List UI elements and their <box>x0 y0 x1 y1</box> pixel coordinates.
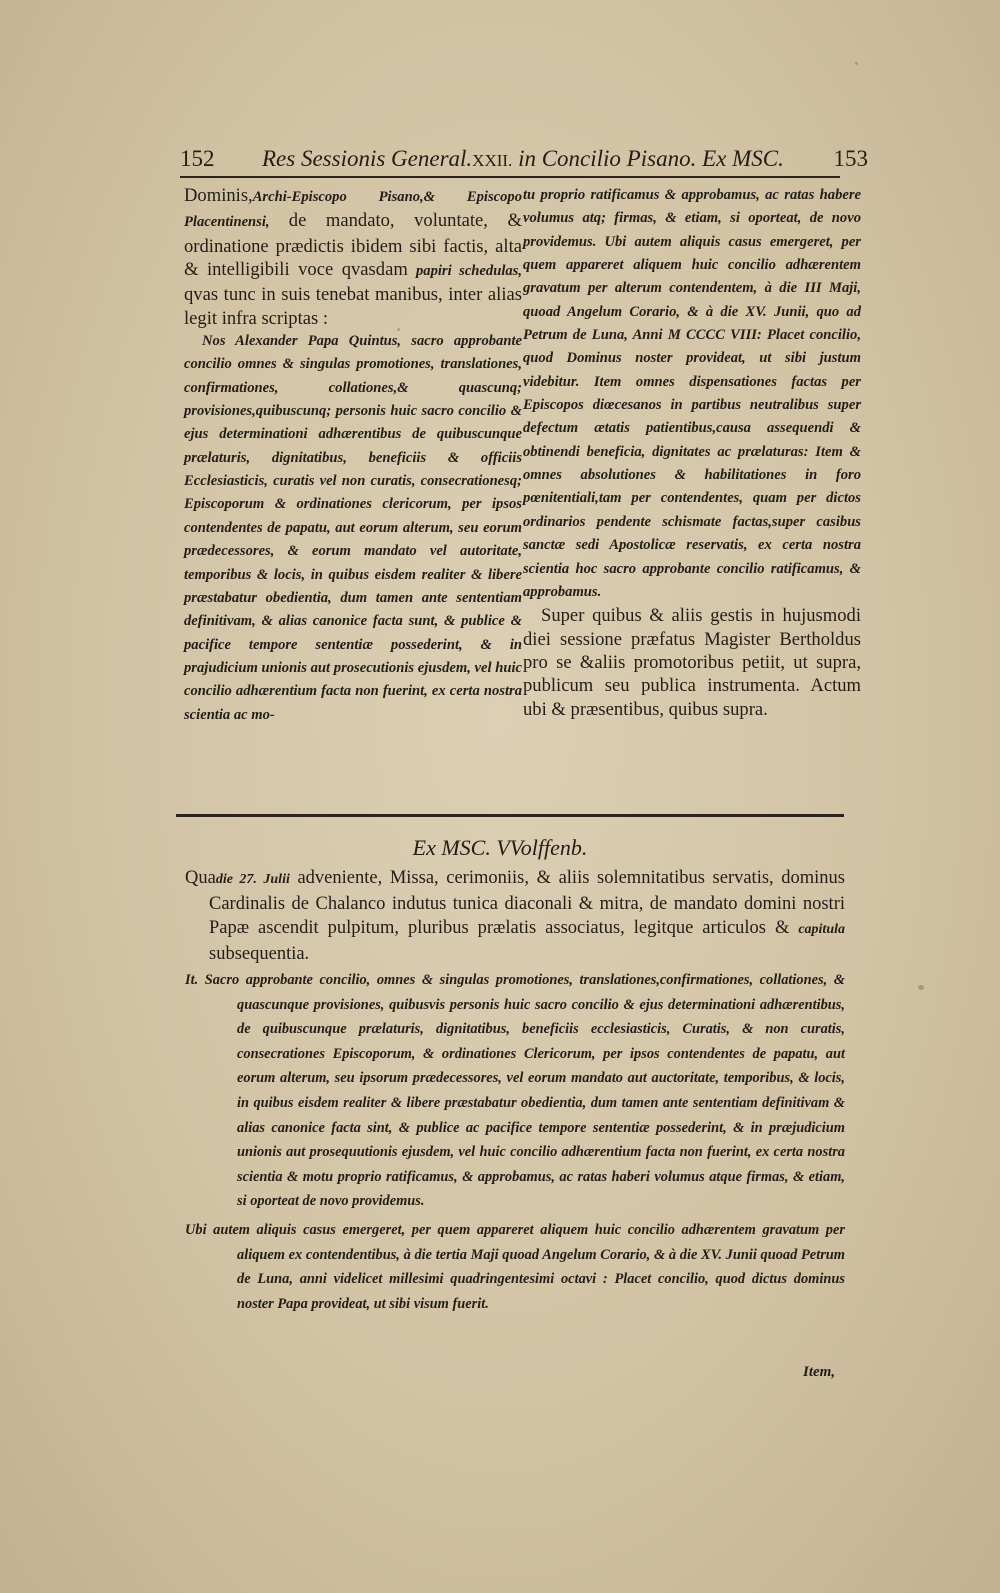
page-number-right: 153 <box>833 146 868 171</box>
intro-text-a: Qua <box>185 868 216 888</box>
running-title-part-b: in Concilio Pisano. Ex MSC. <box>518 146 784 171</box>
left-decree-paragraph: Nos Alexander Papa Quintus, sacro approbante concilio omnes & singulas promotiones, translationes, confirmationes, collationes,& quascunq; provisiones,quibuscunq; personis huic sacro concilio & ejus determinationi adhærentibus de quibuscunque prælaturis, dignitatibus, beneficiis & officiis Ecclesiasticis, curatis vel non curatis, consecrationesq; Episcoporum & ordinationes clericorum, per ipsos contendentes de papatu, aut eorum alterum, seu eorum prædecessores, & eorum mandato vel autoritate, temporibus & locis, in quibus eisdem realiter & libere præstabatur obedientia, dum tamen ante sententiam definitivam, & alias canonice facta sunt, & publice & pacifice tempore sententiæ possederint, & in prajudicium unionis aut prosecutionis ejusdem, vel huic concilio adhærentium facta non fuerint, ex certa nostra scientia ac mo- <box>184 333 522 723</box>
right-closing-paragraph: Super quibus & aliis gestis in hujusmodi diei sessione præfatus Magister Bertholdus pro se &aliis promotoribus petiit, ut supra, publicum seu publica instrumenta. Actum ubi & præsentibus, quibus supra. <box>523 605 861 720</box>
intro-capitula: capitula <box>798 922 845 937</box>
right-decree-paragraph: tu proprio ratificamus & approbamus, ac ratas habere volumus atq; firmas, & etiam, si oporteat, de novo providemus. Ubi autem aliquis casus emergeret, per quem appareret aliquem huic concilio adhærentem gravatum per alterum contendentem, à die III Maji, quoad Angelum Corario, & à die XV. Junii, quo ad Petrum de Luna, Anni M CCCC VIII: Placet concilio, quod Dominus noster provideat, ut sibi justum videbitur. Item omnes dispensationes factas per Episcopos diœcesanos in partibus neutralibus super defectum ætatis patientibus,causa assequendi & obtinendi beneficia, dignitates ac prælaturas: Item & omnes absolutiones & habilitationes in foro pœnitentiali,tam per contendentes, quam per dictos ordinarios pendente schismate factas,super casibus sanctæ sedi Apostolicæ reservatis, ex certa nostra scientia hoc sacro approbante concilio ratificamus, & approbamus. <box>523 187 861 600</box>
left-column <box>184 184 522 727</box>
session-number: XXII. <box>472 151 513 170</box>
header-rule <box>180 176 840 178</box>
paper-spot <box>855 62 858 65</box>
left-text-5: qvas tunc in suis tenebat manibus, inter alias legit infra scriptas : <box>184 284 522 329</box>
left-text-4: papiri schedulas, <box>415 263 522 280</box>
ubi-paragraph: Ubi autem aliquis casus emergeret, per quem appareret aliquem huic concilio adhærentem gravatum per aliquem ex contendentibus, à die tertia Maji quoad Angelum Corario, & à die XV. Junii quoad Petrum de Luna, anni videlicet millesimi quadringentesimi octavi : Placet concilio, quod dictus dominus noster Papa provideat, ut sibi visum fuerit. <box>185 1221 845 1312</box>
intro-paragraph <box>185 866 845 966</box>
left-text-2: Archi-Episcopo Pisano,& Episcopo Placentinensi, <box>184 189 522 231</box>
intro-text-c: subsequentia. <box>209 944 310 964</box>
right-column <box>523 184 861 721</box>
intro-date: die 27. Julii <box>215 872 290 887</box>
it-paragraph: It. Sacro approbante concilio, omnes & singulas promotiones, translationes,confirmationes, collationes, & quascunque provisiones, quibusvis personis huic sacro concilio & ejus determinationi adhærentibus, de quibuscunque prælaturis, dignitatibus, beneficiis ecclesiasticis, Curatis, & non curatis, consecrationes Episcoporum, & ordinationes Clericorum, per ipsos contendentes de papatu, aut eorum alterum, seu ipsorum prædecessores, vel eorum mandato aut auctoritate, temporibus, & locis, in quibus eisdem realiter & libere præstabatur obedientia, dum tamen ante sententiam definitivam & alias canonice facta sint, & publice ac pacifice tempore sententiæ possederint, & in præjudicium unionis aut prosequutionis ejusdem, vel huic concilio adhærentium facta non fuerint, ex certa nostra scientia & motu proprio ratificamus, & approbamus, ac ratas haberi volumus atque firmas, & etiam, si oporteat de novo providemus. <box>185 972 845 1210</box>
page-number-left: 152 <box>180 146 215 171</box>
section-divider <box>176 814 844 817</box>
paper-spot <box>397 328 400 331</box>
left-text-3: de mandato, voluntate, & ordinatione prædictis ibidem sibi factis, alta & intelligibili voce qvasdam <box>184 210 522 281</box>
lower-text-block <box>185 866 845 1316</box>
running-header <box>180 146 868 176</box>
running-title <box>262 146 784 172</box>
catchword: Item, <box>803 1364 836 1380</box>
left-text-1: Dominis, <box>184 185 253 206</box>
intro-text-b: adveniente, Missa, cerimoniis, & aliis solemnitatibus servatis, dominus Cardinalis de Chalanco indutus tunica diaconali & mitra, de mandato domini nostri Papæ ascendit pulpitum, pluribus prælatis associatus, legitque articulos & <box>209 868 846 938</box>
section-title: Ex MSC. VVolffenb. <box>412 835 588 860</box>
paper-spot <box>918 985 924 990</box>
running-title-part-a: Res Sessionis General. <box>262 146 473 171</box>
